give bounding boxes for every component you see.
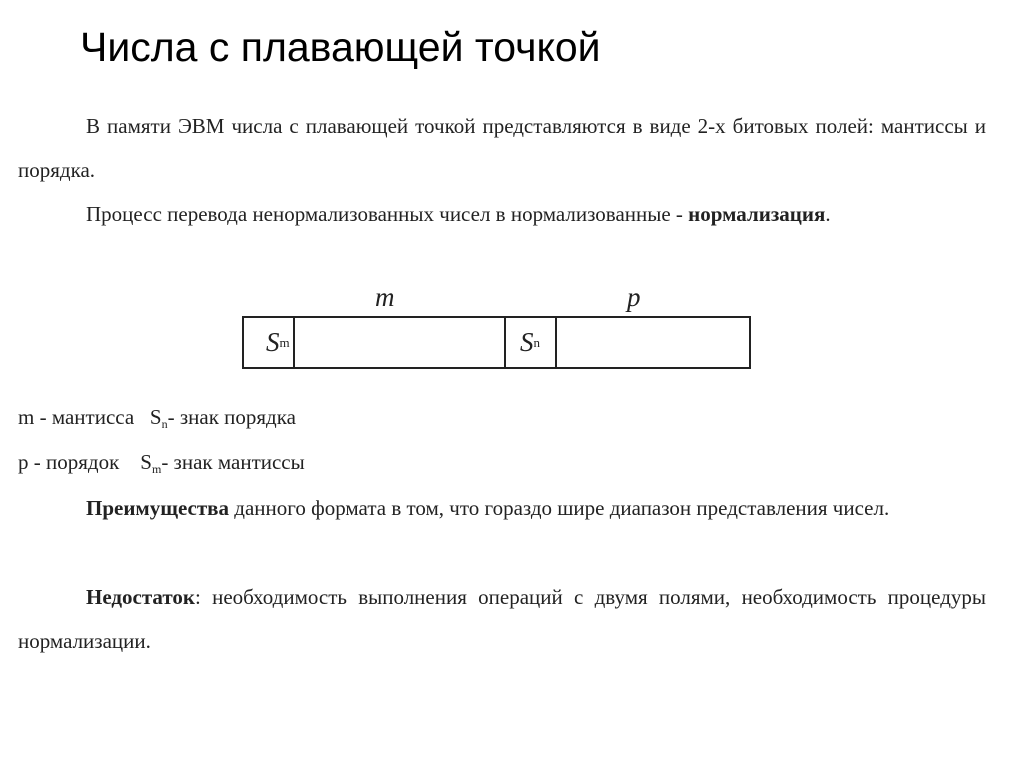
disadvantage-term: Недостаток xyxy=(86,585,195,609)
legend-exponent-sign-text: - знак порядка xyxy=(167,405,296,429)
exponent-field-label: p xyxy=(627,282,641,312)
mantissa-sign-subscript: m xyxy=(279,334,290,350)
legend-exponent-text: p - порядок xyxy=(18,450,120,474)
normalization-end: . xyxy=(825,202,831,226)
paragraph-advantages xyxy=(18,486,986,530)
mantissa-field-label: m xyxy=(375,282,395,312)
legend-line-mantissa xyxy=(18,405,296,432)
legend-exponent-sign-subscript: n xyxy=(161,417,168,431)
legend-exponent-sign-symbol: S xyxy=(149,405,162,429)
disadvantage-text: : необходимость выполнения операций с двумя полями, необходимость процедуры нормализации. xyxy=(18,585,986,653)
legend-mantissa-text: m - мантисса xyxy=(18,405,135,429)
normalization-term: нормализация xyxy=(688,202,826,226)
mantissa-sign-symbol: S xyxy=(266,327,280,357)
legend-mantissa-sign-text: - знак мантиссы xyxy=(161,450,305,474)
exponent-cell xyxy=(557,318,749,367)
legend-mantissa-sign-subscript: m xyxy=(151,462,162,476)
paragraph-memory: В памяти ЭВМ числа с плавающей точкой представляются в виде 2-х битовых полей: мантиссы и порядка. xyxy=(18,114,986,182)
legend-mantissa-sign-symbol: S xyxy=(140,450,152,474)
exponent-sign-symbol: S xyxy=(520,327,534,357)
exponent-sign-cell xyxy=(506,318,557,367)
bit-field-diagram xyxy=(242,316,751,369)
mantissa-cell xyxy=(295,318,506,367)
page-title: Числа с плавающей точкой xyxy=(80,24,601,70)
mantissa-sign-cell xyxy=(244,318,295,367)
exponent-sign-subscript: n xyxy=(533,334,540,350)
normalization-text: Процесс перевода ненормализованных чисел в нормализованные - xyxy=(86,202,683,226)
legend-line-exponent xyxy=(18,450,305,477)
paragraph-disadvantage xyxy=(18,575,986,663)
paragraph-normalization xyxy=(18,192,986,236)
advantages-term: Преимущества xyxy=(86,496,230,520)
advantages-text: данного формата в том, что гораздо шире диапазон представления чисел. xyxy=(229,496,890,520)
